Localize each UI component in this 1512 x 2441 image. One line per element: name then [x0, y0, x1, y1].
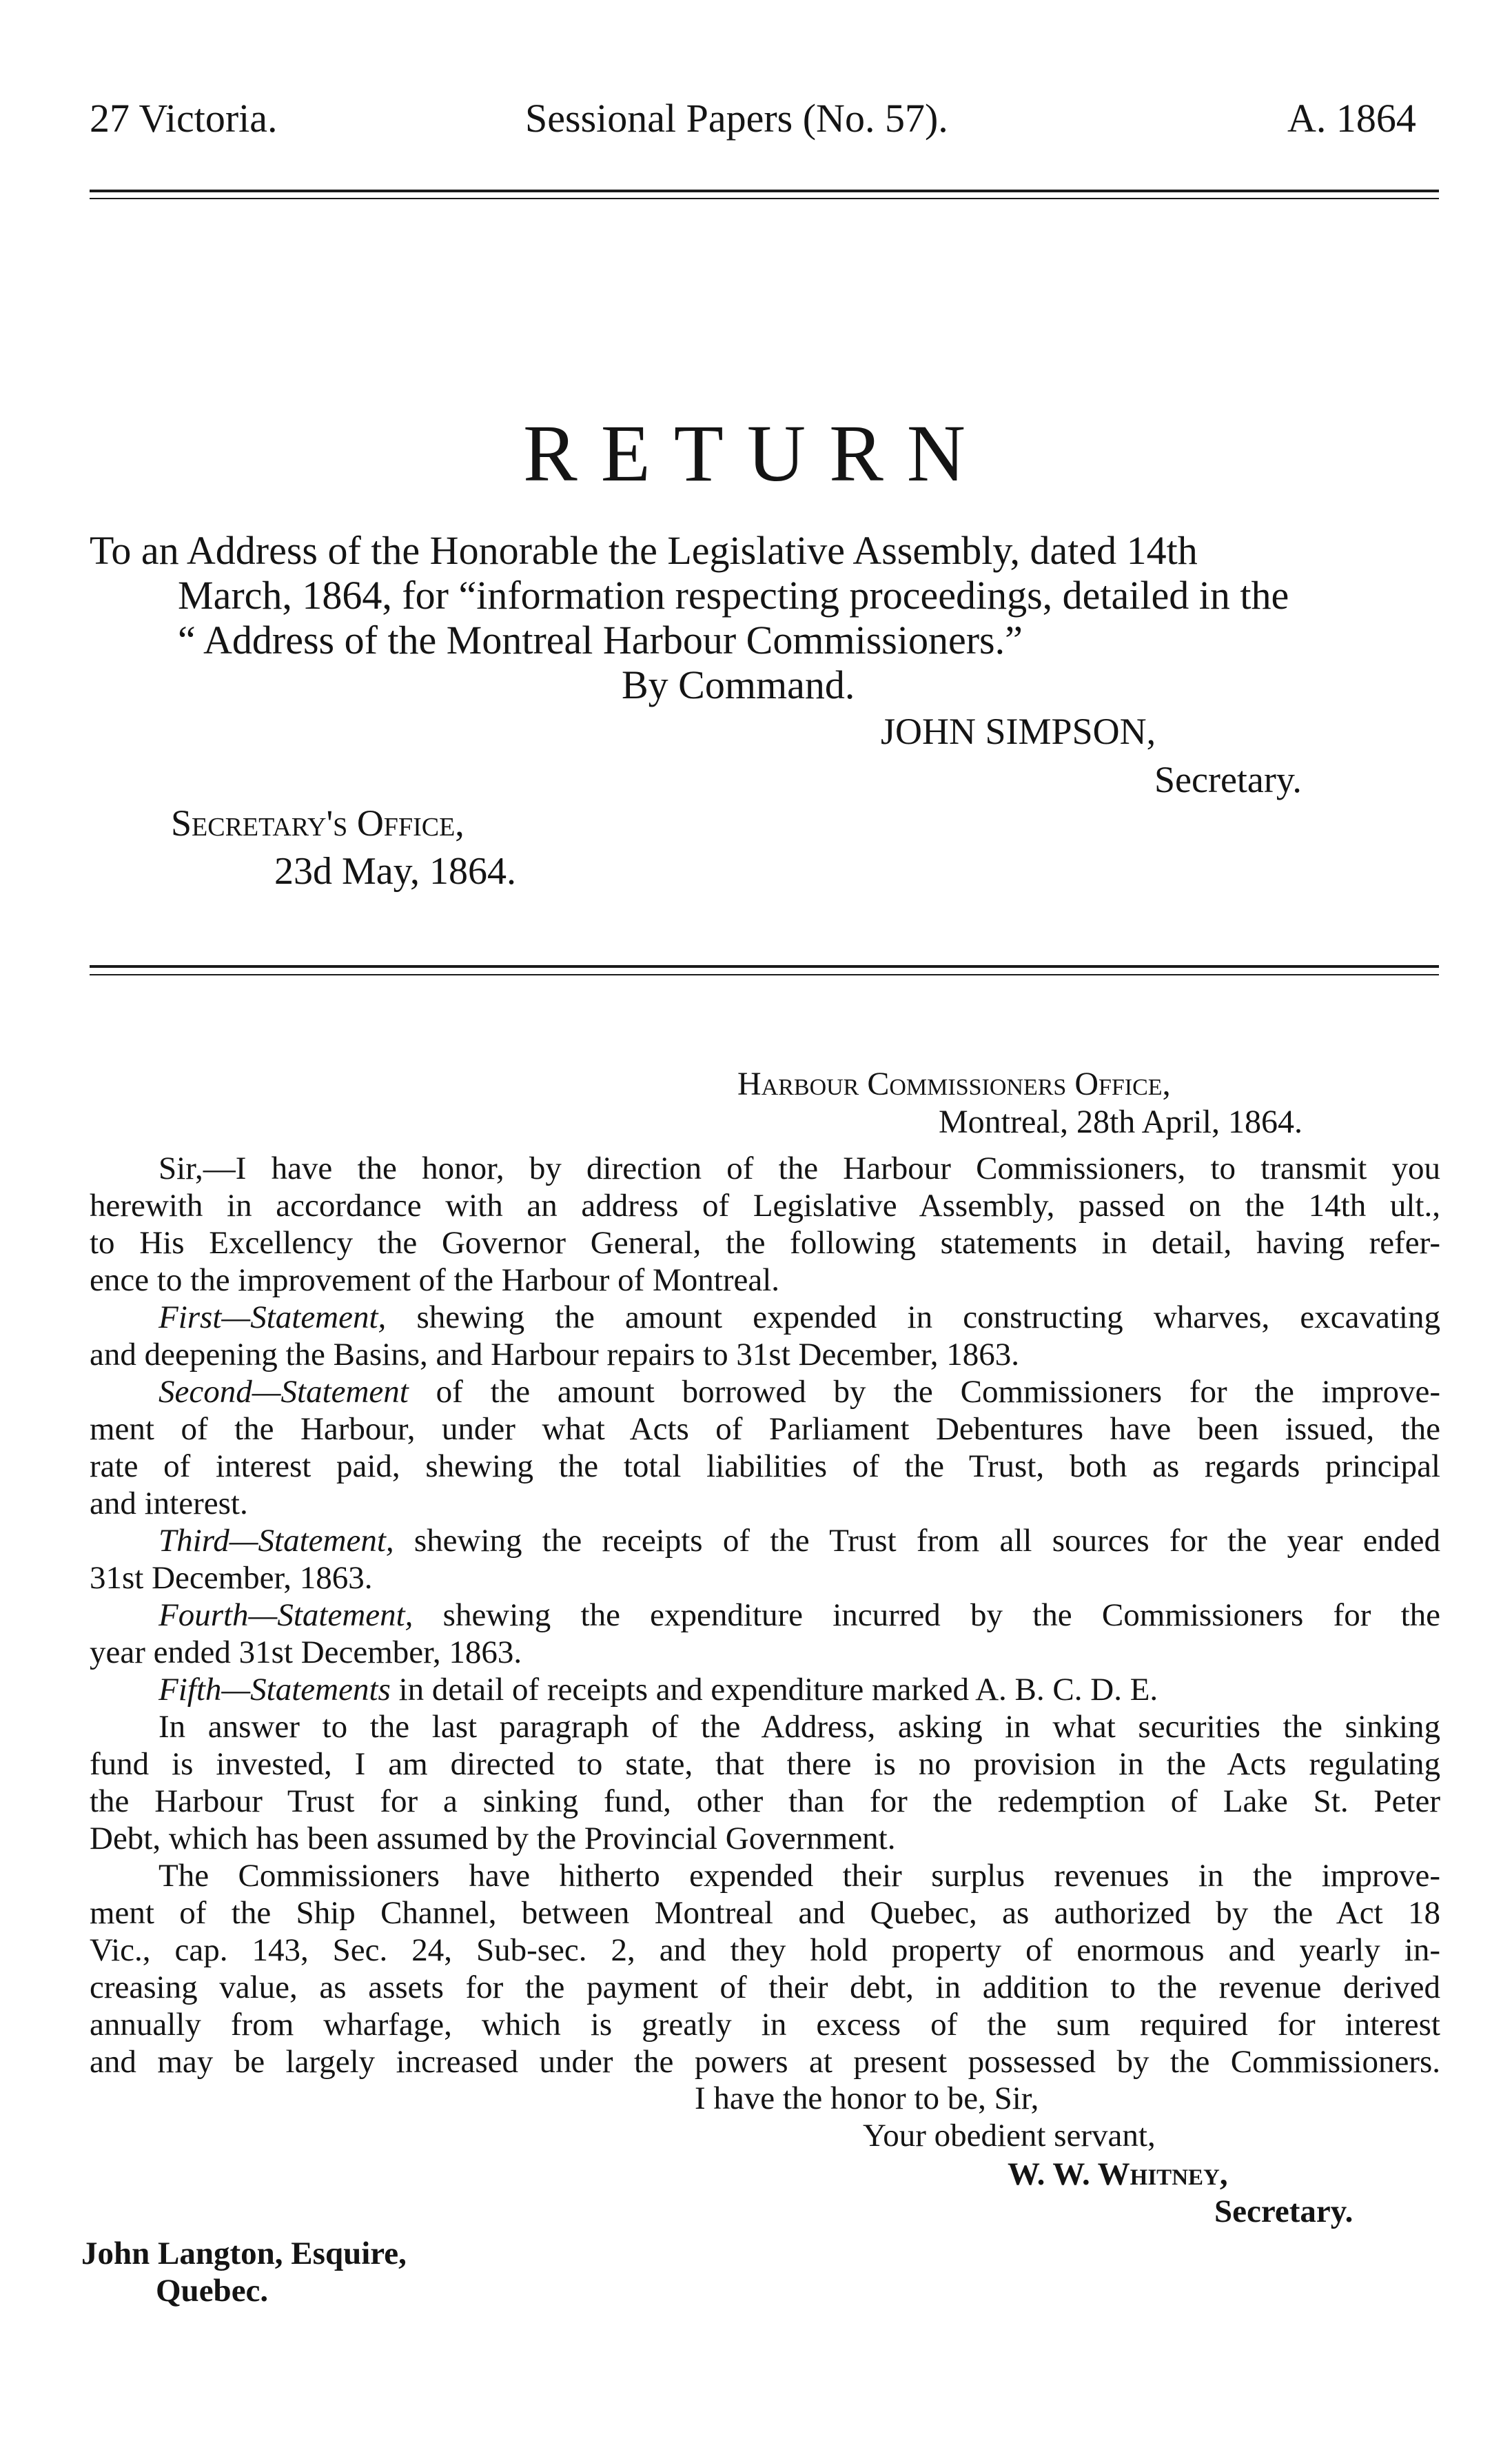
signer-title: Secretary.	[1154, 759, 1302, 800]
letter-signer-title: Secretary.	[1214, 2194, 1353, 2229]
document-title: RETURN	[523, 408, 989, 498]
header-year: A. 1864	[1287, 96, 1416, 141]
office-date: 23d May, 1864.	[274, 850, 517, 893]
letter-line: herewith in accordance with an address of Legislative Assembly, passed on the 14th ult.,	[90, 1188, 1440, 1224]
second-statement-line	[159, 1373, 1440, 1410]
first-statement-line-2: and deepening the Basins, and Harbour repairs to 31st December, 1863.	[90, 1337, 1019, 1373]
closing-line-1: I have the honor to be, Sir,	[695, 2080, 1039, 2116]
fifth-statement-label: Fifth—Statements	[159, 1672, 391, 1708]
fourth-statement-text: shewing the expenditure incurred by the Commissioners for the	[413, 1597, 1440, 1633]
signer-name: JOHN SIMPSON,	[881, 711, 1156, 752]
section-rule-thin	[90, 974, 1439, 975]
commissioners-line: The Commissioners have hitherto expended their surplus revenues in the improve-	[159, 1858, 1440, 1894]
addressee-place: Quebec.	[156, 2273, 269, 2309]
first-statement-line	[159, 1299, 1440, 1336]
header-session: 27 Victoria.	[90, 96, 278, 141]
letter-body	[90, 1150, 1440, 2115]
third-statement-line	[159, 1522, 1440, 1559]
letter-line: to His Excellency the Governor General, the following statements in detail, having refer-	[90, 1225, 1440, 1261]
fourth-statement-line	[159, 1597, 1440, 1634]
second-statement-text: of the amount borrowed by the Commissioners for the improve-	[408, 1374, 1440, 1410]
letter-signer: W. W. Whitney,	[1008, 2156, 1228, 2192]
second-statement-label: Second—Statement	[159, 1374, 409, 1410]
second-statement-line-4: and interest.	[90, 1486, 248, 1521]
first-statement-text: shewing the amount expended in constructing wharves, excavating	[386, 1299, 1440, 1335]
third-statement-line-2: 31st December, 1863.	[90, 1560, 373, 1596]
fifth-statement-text: in detail of receipts and expenditure marked A. B. C. D. E.	[390, 1672, 1158, 1708]
section-rule-thick	[90, 965, 1439, 968]
third-statement-text: shewing the receipts of the Trust from all sources for the year ended	[394, 1523, 1440, 1559]
commissioners-line: Vic., cap. 143, Sec. 24, Sub-sec. 2, and they hold property of enormous and yearly in-	[90, 1932, 1440, 1968]
first-statement-label: First—Statement,	[159, 1299, 387, 1335]
commissioners-line: annually from wharfage, which is greatly in excess of the sum required for interest	[90, 2007, 1440, 2043]
addressee-name: John Langton, Esquire,	[81, 2236, 407, 2271]
second-statement-line-3: rate of interest paid, shewing the total liabilities of the Trust, both as regards principal	[90, 1448, 1440, 1484]
address-line-1: To an Address of the Honorable the Legislative Assembly, dated 14th	[90, 528, 1198, 573]
letter-date: Montreal, 28th April, 1864.	[939, 1104, 1302, 1140]
answer-line: In answer to the last paragraph of the Address, asking in what securities the sinking	[159, 1709, 1440, 1745]
letter-line: ence to the improvement of the Harbour of Montreal.	[90, 1262, 780, 1298]
answer-line: Debt, which has been assumed by the Provincial Government.	[90, 1821, 896, 1856]
closing-line-2: Your obedient servant,	[863, 2118, 1156, 2154]
fourth-statement-label: Fourth—Statement,	[159, 1597, 413, 1633]
second-statement-line-2: ment of the Harbour, under what Acts of Parliament Debentures have been issued, the	[90, 1411, 1440, 1447]
letter-office: Harbour Commissioners Office,	[737, 1066, 1171, 1102]
by-command: By Command.	[622, 662, 855, 707]
address-line-3: “ Address of the Montreal Harbour Commissioners.”	[178, 618, 1023, 662]
third-statement-label: Third—Statement,	[159, 1523, 394, 1559]
header-sessional-papers: Sessional Papers (No. 57).	[525, 96, 948, 141]
commissioners-line: and may be largely increased under the powers at present possessed by the Commissioners.	[90, 2044, 1440, 2080]
header-rule-thick	[90, 190, 1439, 192]
office-name: Secretary's Office,	[171, 802, 464, 844]
header-rule-thin	[90, 198, 1439, 199]
address-line-2: March, 1864, for “information respecting proceedings, detailed in the	[178, 573, 1289, 618]
commissioners-line: creasing value, as assets for the payment of their debt, in addition to the revenue derived	[90, 1969, 1440, 2005]
answer-line: the Harbour Trust for a sinking fund, other than for the redemption of Lake St. Peter	[90, 1783, 1440, 1819]
fifth-statement-line	[159, 1671, 1440, 1708]
fourth-statement-line-2: year ended 31st December, 1863.	[90, 1634, 522, 1670]
commissioners-line: ment of the Ship Channel, between Montreal and Quebec, as authorized by the Act 18	[90, 1895, 1440, 1931]
answer-line: fund is invested, I am directed to state, that there is no provision in the Acts regulating	[90, 1746, 1440, 1782]
letter-line: Sir,—I have the honor, by direction of the Harbour Commissioners, to transmit you	[159, 1151, 1440, 1186]
